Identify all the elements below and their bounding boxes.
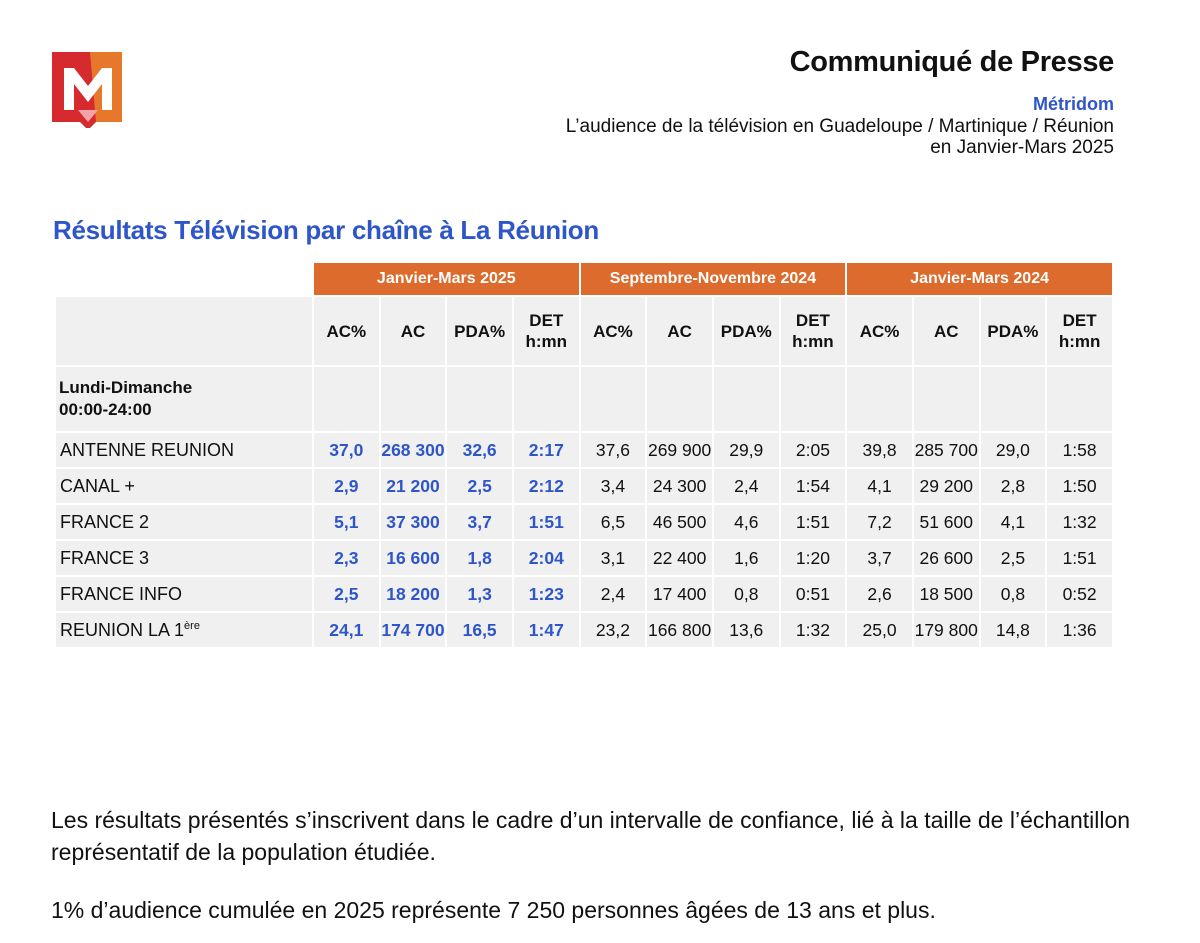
value-cell: 14,8 <box>981 613 1046 649</box>
value-cell: 46 500 <box>647 505 712 541</box>
period-header-row <box>56 263 1112 297</box>
section-title: Résultats Télévision par chaîne à La Réunion <box>53 215 599 245</box>
spacer-cell <box>314 367 379 433</box>
col-header-ac: AC <box>914 297 979 367</box>
value-cell: 1:32 <box>781 613 846 649</box>
value-cell: 2,6 <box>847 577 912 613</box>
col-header-ac-pct: AC% <box>314 297 379 367</box>
value-cell: 1:51 <box>781 505 846 541</box>
value-cell: 268 300 <box>381 433 446 469</box>
value-cell: 1,3 <box>447 577 512 613</box>
channel-label: CANAL + <box>60 475 135 496</box>
value-cell: 2,4 <box>714 469 779 505</box>
value-cell: 1:51 <box>1047 541 1112 577</box>
value-cell: 37,6 <box>581 433 646 469</box>
det-unit: h:mn <box>525 332 568 351</box>
value-cell: 32,6 <box>447 433 512 469</box>
value-cell: 2:12 <box>514 469 579 505</box>
confidence-note: Les résultats présentés s’inscrivent dans le cadre d’un intervalle de confiance, lié à la taille de l’échantillon représentatif de la population étudiée. <box>51 807 1131 865</box>
table-row <box>56 613 1112 649</box>
press-release-title: Communiqué de Presse <box>789 46 1114 78</box>
value-cell: 16,5 <box>447 613 512 649</box>
row-label-header <box>56 297 312 367</box>
day-range-label <box>56 367 312 433</box>
value-cell: 2:04 <box>514 541 579 577</box>
spacer-cell <box>981 367 1046 433</box>
value-cell: 3,4 <box>581 469 646 505</box>
value-cell: 2,4 <box>581 577 646 613</box>
det-unit: h:mn <box>1058 332 1101 351</box>
spacer-cell <box>1047 367 1112 433</box>
value-cell: 285 700 <box>914 433 979 469</box>
col-header-ac: AC <box>381 297 446 367</box>
period-header: Janvier-Mars 2024 <box>847 263 1112 297</box>
col-header-ac: AC <box>647 297 712 367</box>
header-blank-cell <box>56 263 312 297</box>
brand-name: Métridom <box>1033 94 1114 114</box>
value-cell: 6,5 <box>581 505 646 541</box>
value-cell: 2,5 <box>314 577 379 613</box>
value-cell: 17 400 <box>647 577 712 613</box>
value-cell: 23,2 <box>581 613 646 649</box>
value-cell: 174 700 <box>381 613 446 649</box>
value-cell: 29,0 <box>981 433 1046 469</box>
value-cell: 37,0 <box>314 433 379 469</box>
value-cell: 4,1 <box>847 469 912 505</box>
channel-name <box>56 541 312 577</box>
spacer-cell <box>647 367 712 433</box>
spacer-cell <box>781 367 846 433</box>
value-cell: 0:52 <box>1047 577 1112 613</box>
col-header-det <box>781 297 846 367</box>
value-cell: 13,6 <box>714 613 779 649</box>
table-row <box>56 577 1112 613</box>
col-header-det <box>514 297 579 367</box>
channel-label: REUNION LA 1 <box>60 619 185 640</box>
value-cell: 29 200 <box>914 469 979 505</box>
value-cell: 25,0 <box>847 613 912 649</box>
col-header-det <box>1047 297 1112 367</box>
spacer-cell <box>381 367 446 433</box>
audience-note: 1% d’audience cumulée en 2025 représente 7 250 personnes âgées de 13 ans et plus. <box>51 897 936 923</box>
day-range: Lundi-Dimanche <box>59 378 193 397</box>
value-cell: 1:23 <box>514 577 579 613</box>
value-cell: 5,1 <box>314 505 379 541</box>
value-cell: 2,9 <box>314 469 379 505</box>
channel-label: FRANCE 3 <box>60 547 150 568</box>
value-cell: 269 900 <box>647 433 712 469</box>
value-cell: 1:58 <box>1047 433 1112 469</box>
value-cell: 4,1 <box>981 505 1046 541</box>
value-cell: 2,3 <box>314 541 379 577</box>
value-cell: 26 600 <box>914 541 979 577</box>
channel-name <box>56 613 312 649</box>
value-cell: 1:51 <box>514 505 579 541</box>
channel-label: FRANCE 2 <box>60 511 150 532</box>
col-header-pda: PDA% <box>714 297 779 367</box>
value-cell: 24 300 <box>647 469 712 505</box>
col-header-ac-pct: AC% <box>581 297 646 367</box>
channel-label: ANTENNE REUNION <box>60 439 235 460</box>
value-cell: 1:36 <box>1047 613 1112 649</box>
value-cell: 22 400 <box>647 541 712 577</box>
channel-name <box>56 433 312 469</box>
spacer-cell <box>847 367 912 433</box>
subtitle-line-1: L’audience de la télévision en Guadeloupe / Martinique / Réunion <box>565 116 1114 137</box>
spacer-cell <box>914 367 979 433</box>
value-cell: 0,8 <box>981 577 1046 613</box>
value-cell: 39,8 <box>847 433 912 469</box>
channel-label: FRANCE INFO <box>60 583 183 604</box>
value-cell: 3,1 <box>581 541 646 577</box>
value-cell: 24,1 <box>314 613 379 649</box>
table-row <box>56 433 1112 469</box>
metridom-logo <box>52 52 124 128</box>
value-cell: 21 200 <box>381 469 446 505</box>
value-cell: 16 600 <box>381 541 446 577</box>
value-cell: 0,8 <box>714 577 779 613</box>
value-cell: 1,8 <box>447 541 512 577</box>
col-header-pda: PDA% <box>981 297 1046 367</box>
value-cell: 2:17 <box>514 433 579 469</box>
table-row <box>56 505 1112 541</box>
channel-name <box>56 469 312 505</box>
det-label: DET <box>795 311 830 330</box>
value-cell: 0:51 <box>781 577 846 613</box>
value-cell: 18 200 <box>381 577 446 613</box>
value-cell: 179 800 <box>914 613 979 649</box>
value-cell: 3,7 <box>847 541 912 577</box>
period-header: Septembre-Novembre 2024 <box>581 263 846 297</box>
value-cell: 29,9 <box>714 433 779 469</box>
channel-name <box>56 577 312 613</box>
results-table <box>54 263 1114 649</box>
value-cell: 51 600 <box>914 505 979 541</box>
value-cell: 1:50 <box>1047 469 1112 505</box>
value-cell: 1,6 <box>714 541 779 577</box>
value-cell: 7,2 <box>847 505 912 541</box>
col-header-ac-pct: AC% <box>847 297 912 367</box>
det-label: DET <box>1062 311 1097 330</box>
col-header-pda: PDA% <box>447 297 512 367</box>
value-cell: 3,7 <box>447 505 512 541</box>
value-cell: 1:47 <box>514 613 579 649</box>
value-cell: 1:54 <box>781 469 846 505</box>
period-header: Janvier-Mars 2025 <box>314 263 579 297</box>
value-cell: 2:05 <box>781 433 846 469</box>
row-label-header-row <box>56 367 1112 433</box>
value-cell: 1:32 <box>1047 505 1112 541</box>
spacer-cell <box>514 367 579 433</box>
value-cell: 2,8 <box>981 469 1046 505</box>
det-unit: h:mn <box>792 332 834 351</box>
spacer-cell <box>581 367 646 433</box>
value-cell: 37 300 <box>381 505 446 541</box>
spacer-cell <box>714 367 779 433</box>
metridom-logo-icon <box>52 52 124 128</box>
value-cell: 2,5 <box>981 541 1046 577</box>
table-row <box>56 469 1112 505</box>
table-row <box>56 541 1112 577</box>
channel-superscript: ère <box>184 619 200 632</box>
value-cell: 2,5 <box>447 469 512 505</box>
channel-name <box>56 505 312 541</box>
spacer-cell <box>447 367 512 433</box>
column-header-row <box>56 297 1112 367</box>
value-cell: 1:20 <box>781 541 846 577</box>
time-range: 00:00-24:00 <box>59 400 152 419</box>
value-cell: 18 500 <box>914 577 979 613</box>
value-cell: 4,6 <box>714 505 779 541</box>
subtitle-line-2: en Janvier-Mars 2025 <box>930 137 1114 158</box>
det-label: DET <box>529 311 564 330</box>
value-cell: 166 800 <box>647 613 712 649</box>
